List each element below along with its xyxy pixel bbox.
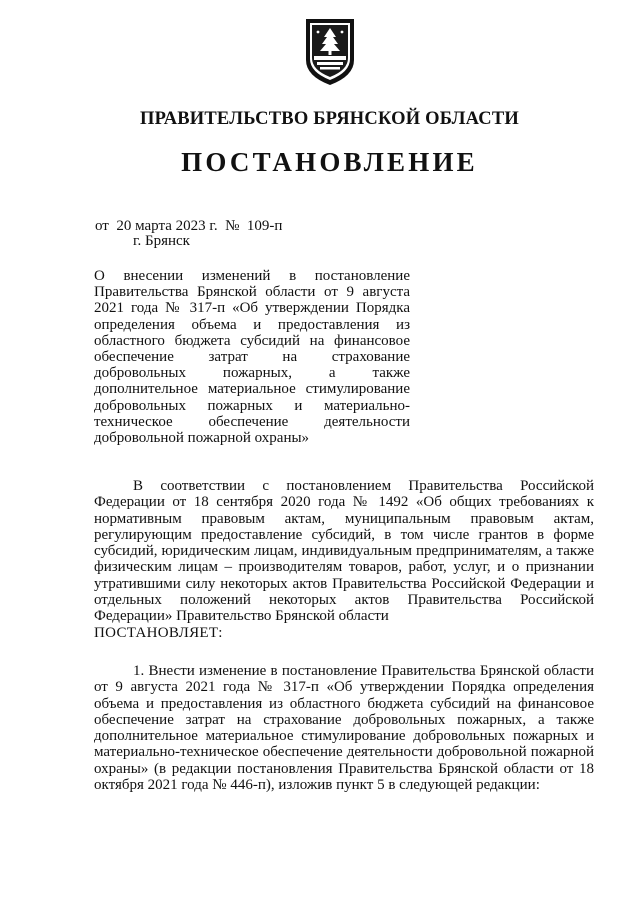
coat-of-arms-icon bbox=[302, 16, 358, 88]
item-1-paragraph: 1. Внести изменение в постановление Правительства Брянской области от 9 августа 2021 года № 317-п «Об утверждении Порядка определения объема и предоставления из областного бюджета субсидий на финансовое обеспечение затрат на страхование добровольных пожарных, а также дополнительное материальное стимулирование добровольных пожарных и материально-техническое обеспечение деятельности добровольной пожарной охраны» (в редакции постановления Правительства Брянской области от 18 октября 2021 года № 446-п), изложив пункт 5 в следующей редакции: bbox=[94, 663, 594, 794]
document-dateline: от 20 марта 2023 г. № 109-п bbox=[95, 218, 283, 234]
document-city: г. Брянск bbox=[133, 233, 190, 249]
document-subject: О внесении изменений в постановление Правительства Брянской области от 9 августа 2021 года № 317-п «Об утверждении Порядка определения объема и предоставления из областного бюджета субсидий на финансовое обеспечение затрат на страхование добровольных пожарных, а также дополнительное материальное стимулирование добровольных пожарных и материально-техническое обеспечение деятельности добровольной пожарной охраны» bbox=[94, 268, 410, 447]
decree-word: ПОСТАНОВЛЯЕТ: bbox=[94, 625, 223, 641]
organization-title: ПРАВИТЕЛЬСТВО БРЯНСКОЙ ОБЛАСТИ bbox=[139, 109, 519, 129]
document-type-title: ПОСТАНОВЛЕНИЕ bbox=[181, 147, 478, 177]
preamble-paragraph: В соответствии с постановлением Правительства Российской Федерации от 18 сентября 2020 года № 1492 «Об общих требованиях к нормативным правовым актам, муниципальным правовым актам, регулирующим предоставление субсидий, в том числе грантов в форме субсидий, юридическим лицам, индивидуальным предпринимателям, а также физическим лицам – производителям товаров, работ, услуг, и о признании утратившими силу некоторых актов Правительства Российской Федерации и отдельных положений некоторых актов Правительства Российской Федерации» Правительство Брянской области bbox=[94, 478, 594, 625]
